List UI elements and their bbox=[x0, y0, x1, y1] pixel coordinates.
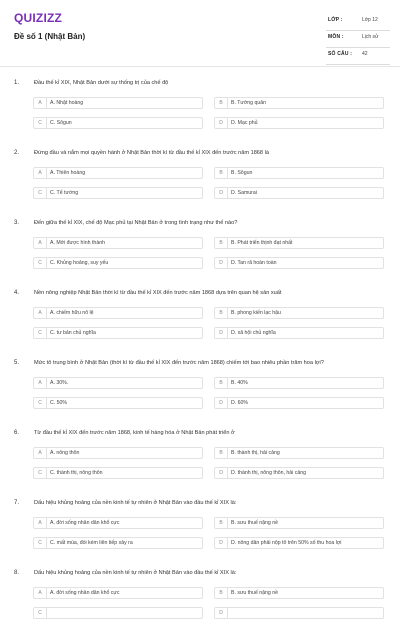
option-text: D. Samurai bbox=[231, 190, 257, 196]
answer-option[interactable] bbox=[214, 237, 384, 249]
question-text: Nền nông nghiệp Nhật Bản thời kì từ đầu thế kỉ XIX đến trước năm 1868 dựa trên quan hệ sản xuất bbox=[34, 290, 282, 296]
answer-option[interactable] bbox=[214, 187, 384, 199]
option-text: A. Nhật hoàng bbox=[50, 100, 84, 106]
meta-label: LỚP : bbox=[328, 17, 343, 23]
question-block bbox=[0, 495, 400, 565]
option-text: D. 60% bbox=[231, 400, 249, 406]
question-block bbox=[0, 75, 400, 145]
answer-option[interactable] bbox=[33, 447, 203, 459]
option-text: C. thành thị, nông thôn bbox=[50, 470, 103, 476]
question-number: 4. bbox=[14, 290, 20, 296]
option-letter: D bbox=[215, 118, 228, 128]
meta-panel bbox=[326, 14, 390, 65]
meta-row-count bbox=[326, 48, 390, 65]
option-text: D. xã hội chủ nghĩa bbox=[231, 330, 276, 336]
answer-option[interactable] bbox=[214, 607, 384, 619]
option-text: B. 40% bbox=[231, 380, 248, 386]
answer-option[interactable] bbox=[33, 377, 203, 389]
option-letter: A bbox=[34, 518, 47, 528]
option-text: B. Phát triển thịnh đạt nhất bbox=[231, 240, 293, 246]
question-number: 7. bbox=[14, 500, 20, 506]
option-text: C. 50% bbox=[50, 400, 68, 406]
option-letter: B bbox=[215, 588, 228, 598]
option-text: A. Thiên hoàng bbox=[50, 170, 86, 176]
option-text: A. đời sống nhân dân khổ cực bbox=[50, 590, 120, 596]
question-list bbox=[0, 75, 400, 635]
option-letter: B bbox=[215, 98, 228, 108]
answer-option[interactable] bbox=[33, 587, 203, 599]
answer-option[interactable] bbox=[33, 607, 203, 619]
option-text: A. nông thôn bbox=[50, 450, 80, 456]
option-letter: D bbox=[215, 608, 228, 618]
question-block bbox=[0, 285, 400, 355]
option-letter: C bbox=[34, 398, 47, 408]
answer-option[interactable] bbox=[33, 97, 203, 109]
option-text: C. tư bản chủ nghĩa bbox=[50, 330, 96, 336]
answer-option[interactable] bbox=[214, 467, 384, 479]
option-text: C. Khủng hoảng, suy yếu bbox=[50, 260, 109, 266]
meta-value: Lịch sử bbox=[362, 34, 379, 40]
option-text: B. Tướng quân bbox=[231, 100, 267, 106]
answer-option[interactable] bbox=[33, 117, 203, 129]
header bbox=[0, 0, 400, 66]
question-text: Đầu thế kỉ XIX, Nhật Bản dưới sự thống trị của chế độ bbox=[34, 80, 169, 86]
option-letter: A bbox=[34, 308, 47, 318]
option-text: B. sưu thuế nặng nề bbox=[231, 590, 279, 596]
answer-option[interactable] bbox=[33, 257, 203, 269]
option-text: A. Mới được hình thành bbox=[50, 240, 105, 246]
question-block bbox=[0, 355, 400, 425]
option-letter: C bbox=[34, 538, 47, 548]
meta-label: SỐ CÂU : bbox=[328, 51, 353, 57]
option-letter: A bbox=[34, 448, 47, 458]
option-text: A. đời sống nhân dân khổ cực bbox=[50, 520, 120, 526]
option-text: D. nông dân phải nộp tô trên 50% số thu hoa lợi bbox=[231, 540, 342, 546]
question-block bbox=[0, 215, 400, 285]
question-number: 8. bbox=[14, 570, 20, 576]
answer-option[interactable] bbox=[214, 97, 384, 109]
answer-option[interactable] bbox=[33, 537, 203, 549]
option-letter: C bbox=[34, 118, 47, 128]
option-text: B. sưu thuế nặng nề bbox=[231, 520, 279, 526]
option-letter: D bbox=[215, 398, 228, 408]
option-letter: B bbox=[215, 378, 228, 388]
answer-option[interactable] bbox=[33, 187, 203, 199]
header-divider bbox=[0, 66, 400, 67]
option-letter: B bbox=[215, 308, 228, 318]
answer-option[interactable] bbox=[33, 397, 203, 409]
answer-option[interactable] bbox=[214, 167, 384, 179]
page-title: Đề số 1 (Nhật Bản) bbox=[14, 32, 86, 41]
answer-option[interactable] bbox=[214, 397, 384, 409]
answer-option[interactable] bbox=[33, 517, 203, 529]
option-text: C. mất mùa, đói kém liên tiếp xảy ra bbox=[50, 540, 133, 546]
option-letter: A bbox=[34, 588, 47, 598]
option-letter: B bbox=[215, 238, 228, 248]
option-text: D. thành thị, nông thôn, hải cảng bbox=[231, 470, 306, 476]
answer-option[interactable] bbox=[33, 307, 203, 319]
option-letter: C bbox=[34, 328, 47, 338]
option-text: A. 30%. bbox=[50, 380, 69, 386]
question-number: 6. bbox=[14, 430, 20, 436]
question-number: 5. bbox=[14, 360, 20, 366]
option-letter: A bbox=[34, 378, 47, 388]
meta-label: MÔN : bbox=[328, 34, 344, 40]
option-letter: D bbox=[215, 258, 228, 268]
option-letter: A bbox=[34, 98, 47, 108]
question-block bbox=[0, 145, 400, 215]
option-letter: A bbox=[34, 168, 47, 178]
option-letter: B bbox=[215, 448, 228, 458]
question-number: 3. bbox=[14, 220, 20, 226]
question-number: 2. bbox=[14, 150, 20, 156]
answer-option[interactable] bbox=[33, 237, 203, 249]
option-letter: C bbox=[34, 258, 47, 268]
answer-option[interactable] bbox=[214, 377, 384, 389]
option-letter: B bbox=[215, 518, 228, 528]
option-letter: C bbox=[34, 608, 47, 618]
option-letter: D bbox=[215, 328, 228, 338]
option-text: C. Sôgun bbox=[50, 120, 72, 126]
option-letter: D bbox=[215, 538, 228, 548]
meta-value: 42 bbox=[362, 51, 368, 57]
option-text: A. chiếm hữu nô lệ bbox=[50, 310, 94, 316]
answer-option[interactable] bbox=[214, 257, 384, 269]
meta-value: Lớp 12 bbox=[362, 17, 378, 23]
question-block bbox=[0, 425, 400, 495]
answer-option[interactable] bbox=[214, 517, 384, 529]
option-letter: A bbox=[34, 238, 47, 248]
question-number: 1. bbox=[14, 80, 20, 86]
answer-option[interactable] bbox=[214, 447, 384, 459]
answer-option[interactable] bbox=[214, 537, 384, 549]
option-letter: C bbox=[34, 468, 47, 478]
option-text: C. Tể tướng bbox=[50, 190, 79, 196]
option-text: B. thành thị, hải cảng bbox=[231, 450, 280, 456]
answer-option[interactable] bbox=[214, 307, 384, 319]
meta-row-subject bbox=[326, 31, 390, 48]
option-text: D. Tan rã hoàn toàn bbox=[231, 260, 277, 266]
answer-option[interactable] bbox=[214, 117, 384, 129]
question-text: Dấu hiệu khủng hoảng của nền kinh tế tự nhiên ở Nhật Bản vào đầu thế kỉ XIX là: bbox=[34, 570, 237, 576]
option-text: B. phong kiến lạc hậu bbox=[231, 310, 281, 316]
option-letter: C bbox=[34, 188, 47, 198]
question-block bbox=[0, 565, 400, 635]
option-letter: B bbox=[215, 168, 228, 178]
meta-row-class bbox=[326, 14, 390, 31]
option-letter: D bbox=[215, 188, 228, 198]
option-text: D. Mạc phủ bbox=[231, 120, 258, 126]
answer-option[interactable] bbox=[214, 327, 384, 339]
answer-option[interactable] bbox=[33, 167, 203, 179]
question-text: Đứng đầu và nắm mọi quyền hành ở Nhật Bản thời kì từ đầu thế kỉ XIX đến trước năm 1868 là bbox=[34, 150, 269, 156]
answer-option[interactable] bbox=[33, 467, 203, 479]
quizizz-logo: QUIZIZZ bbox=[14, 11, 63, 25]
question-text: Dấu hiệu khủng hoảng của nền kinh tế tự nhiên ở Nhật Bản vào đầu thế kỉ XIX là: bbox=[34, 500, 237, 506]
option-letter: D bbox=[215, 468, 228, 478]
question-text: Mức tô trung bình ở Nhật Bản (thời kì từ đầu thế kỉ XIX đến trước năm 1868) chiếm tới bao nhiêu phần trăm hoa lợi? bbox=[34, 360, 324, 366]
question-text: Từ đầu thế kỉ XIX đến trước năm 1868, kinh tế hàng hóa ở Nhật Bản phát triển ở bbox=[34, 430, 235, 436]
option-text: B. Sôgun bbox=[231, 170, 253, 176]
question-text: Đến giữa thế kỉ XIX, chế độ Mạc phủ tại Nhật Bản ở trong tình trạng như thế nào? bbox=[34, 220, 238, 226]
answer-option[interactable] bbox=[33, 327, 203, 339]
answer-option[interactable] bbox=[214, 587, 384, 599]
